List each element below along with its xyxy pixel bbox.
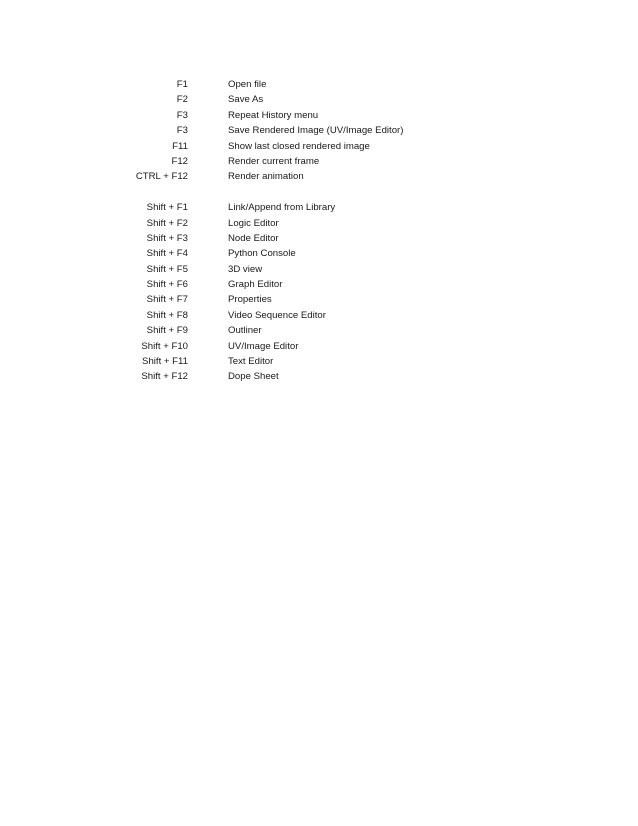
shortcut-action: Node Editor [228, 232, 279, 244]
shortcut-keys: Shift + F8 [146, 309, 188, 321]
shortcut-keys: F1 [176, 79, 188, 90]
shortcut-row [100, 77, 520, 92]
shortcut-action: Properties [228, 294, 272, 306]
shortcut-keys: F12 [171, 155, 188, 167]
shortcut-row [100, 323, 520, 338]
shortcut-keys: Shift + F11 [142, 356, 188, 368]
shortcut-row [100, 169, 520, 184]
shortcut-row [100, 354, 520, 369]
shortcut-keys: F11 [172, 140, 188, 152]
shortcut-row [100, 200, 520, 215]
shortcut-action: 3D view [228, 263, 263, 275]
shortcut-row [100, 369, 520, 384]
shortcut-row [100, 339, 520, 354]
shortcut-keys: Shift + F3 [146, 232, 188, 244]
shortcut-keys: Shift + F9 [146, 325, 188, 337]
shortcut-action: Render animation [228, 171, 304, 183]
shortcut-action: Video Sequence Editor [228, 309, 326, 321]
shortcut-table [100, 77, 520, 385]
shortcut-keys: Shift + F4 [146, 248, 188, 260]
shortcut-keys: Shift + F5 [146, 263, 188, 275]
shortcut-keys: Shift + F6 [146, 279, 188, 291]
shortcut-row [100, 216, 520, 231]
shortcut-row [100, 262, 520, 277]
shortcut-action: Link/Append from Library [228, 202, 336, 214]
shortcut-keys: Shift + F7 [146, 294, 188, 306]
shortcut-keys: Shift + F2 [146, 217, 188, 229]
shortcut-action: UV/Image Editor [228, 340, 299, 352]
shortcut-keys: Shift + F10 [141, 340, 188, 352]
shortcut-action: Save Rendered Image (UV/Image Editor) [228, 125, 404, 137]
shortcut-keys: F3 [176, 125, 188, 137]
shortcut-row [100, 246, 520, 261]
shortcut-row [100, 123, 520, 138]
shortcut-keys: F3 [176, 109, 188, 121]
shortcut-row [100, 231, 520, 246]
shortcut-action: Show last closed rendered image [228, 140, 370, 152]
shortcut-action: Save As [228, 94, 264, 106]
shortcut-row [100, 277, 520, 292]
shortcut-action: Dope Sheet [228, 371, 279, 383]
shortcut-keys: Shift + F1 [146, 202, 188, 214]
shortcut-row [100, 292, 520, 307]
shortcut-action: Text Editor [228, 356, 274, 368]
shortcut-row [100, 92, 520, 107]
shortcut-keys: F2 [176, 94, 188, 106]
shortcut-action: Outliner [228, 325, 262, 337]
shortcut-row [100, 308, 520, 323]
shortcut-action: Graph Editor [228, 279, 283, 291]
shortcut-row [100, 108, 520, 123]
shortcut-action: Logic Editor [228, 217, 279, 229]
shortcut-action: Repeat History menu [228, 109, 319, 121]
shortcut-row [100, 139, 520, 154]
shortcut-row [100, 154, 520, 169]
shortcut-keys: Shift + F12 [141, 371, 188, 383]
shortcut-action: Render current frame [228, 155, 320, 167]
shortcut-keys: CTRL + F12 [135, 171, 188, 183]
shortcut-action: Open file [228, 79, 267, 90]
shortcut-action: Python Console [228, 248, 296, 260]
